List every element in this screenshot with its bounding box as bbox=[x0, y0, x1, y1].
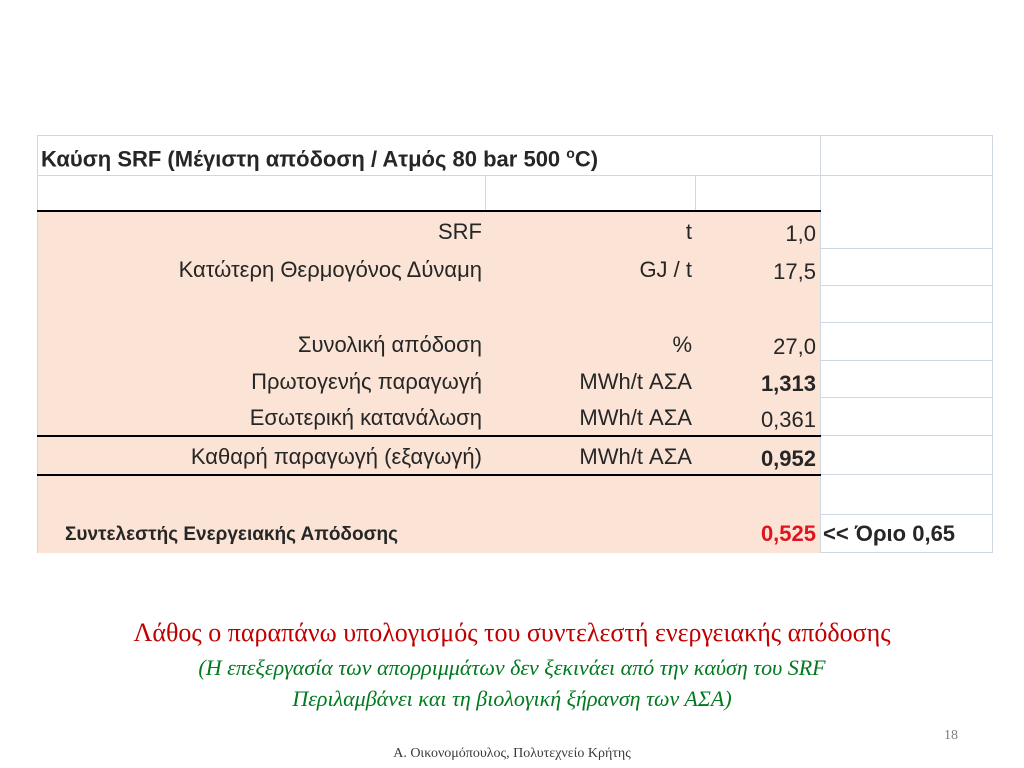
row-label-internal-consumption: Εσωτερική κατανάλωση bbox=[249, 405, 482, 430]
row-unit-net-production: MWh/t ΑΣΑ bbox=[579, 444, 692, 469]
row-label-primary-production: Πρωτογενής παραγωγή bbox=[251, 369, 482, 394]
row-unit-internal-consumption: MWh/t ΑΣΑ bbox=[579, 405, 692, 430]
row-value-overall-efficiency: 27,0 bbox=[773, 334, 816, 359]
row-value-lhv: 17,5 bbox=[773, 259, 816, 284]
net-row-bottom-border bbox=[37, 474, 821, 476]
net-row-top-border bbox=[37, 435, 821, 437]
row-label-lhv: Κατώτερη Θερμογόνος Δύναμη bbox=[178, 257, 482, 282]
row-label-overall-efficiency: Συνολική απόδοση bbox=[297, 332, 482, 357]
row-unit-primary-production: MWh/t ΑΣΑ bbox=[579, 369, 692, 394]
row-unit-srf: t bbox=[685, 219, 692, 244]
row-unit-overall-efficiency: % bbox=[672, 332, 692, 357]
error-statement: Λάθος ο παραπάνω υπολογισμός του συντελεστή ενεργειακής απόδοσης bbox=[133, 618, 891, 647]
row-value-srf: 1,0 bbox=[785, 221, 816, 246]
limit-note: << Όριο 0,65 bbox=[823, 521, 956, 546]
row-value-net-production: 0,952 bbox=[760, 446, 816, 471]
row-label-srf: SRF bbox=[438, 219, 482, 244]
efficiency-value: 0,525 bbox=[760, 521, 816, 546]
row-unit-lhv: GJ / t bbox=[639, 257, 692, 282]
table-title: Καύση SRF (Μέγιστη απόδοση / Ατμός 80 bar 500 $^o$C) bbox=[41, 145, 599, 172]
spreadsheet-table bbox=[37, 135, 993, 553]
row-label-net-production: Καθαρή παραγωγή (εξαγωγή) bbox=[190, 444, 482, 469]
row-value-internal-consumption: 0,361 bbox=[760, 407, 816, 432]
row-value-primary-production: 1,313 bbox=[760, 371, 816, 396]
author-footer: Α. Οικονομόπουλος, Πολυτεχνείο Κρήτης bbox=[393, 746, 631, 761]
clarification-line-2: Περιλαμβάνει και τη βιολογική ξήρανση των ΑΣΑ) bbox=[292, 686, 732, 711]
header-bottom-border bbox=[37, 210, 821, 212]
page-number: 18 bbox=[944, 728, 958, 743]
clarification-line-1: (Η επεξεργασία των απορριμμάτων δεν ξεκινάει από την καύση του SRF bbox=[198, 655, 826, 680]
efficiency-label: Συντελεστής Ενεργειακής Απόδοσης bbox=[65, 524, 399, 545]
